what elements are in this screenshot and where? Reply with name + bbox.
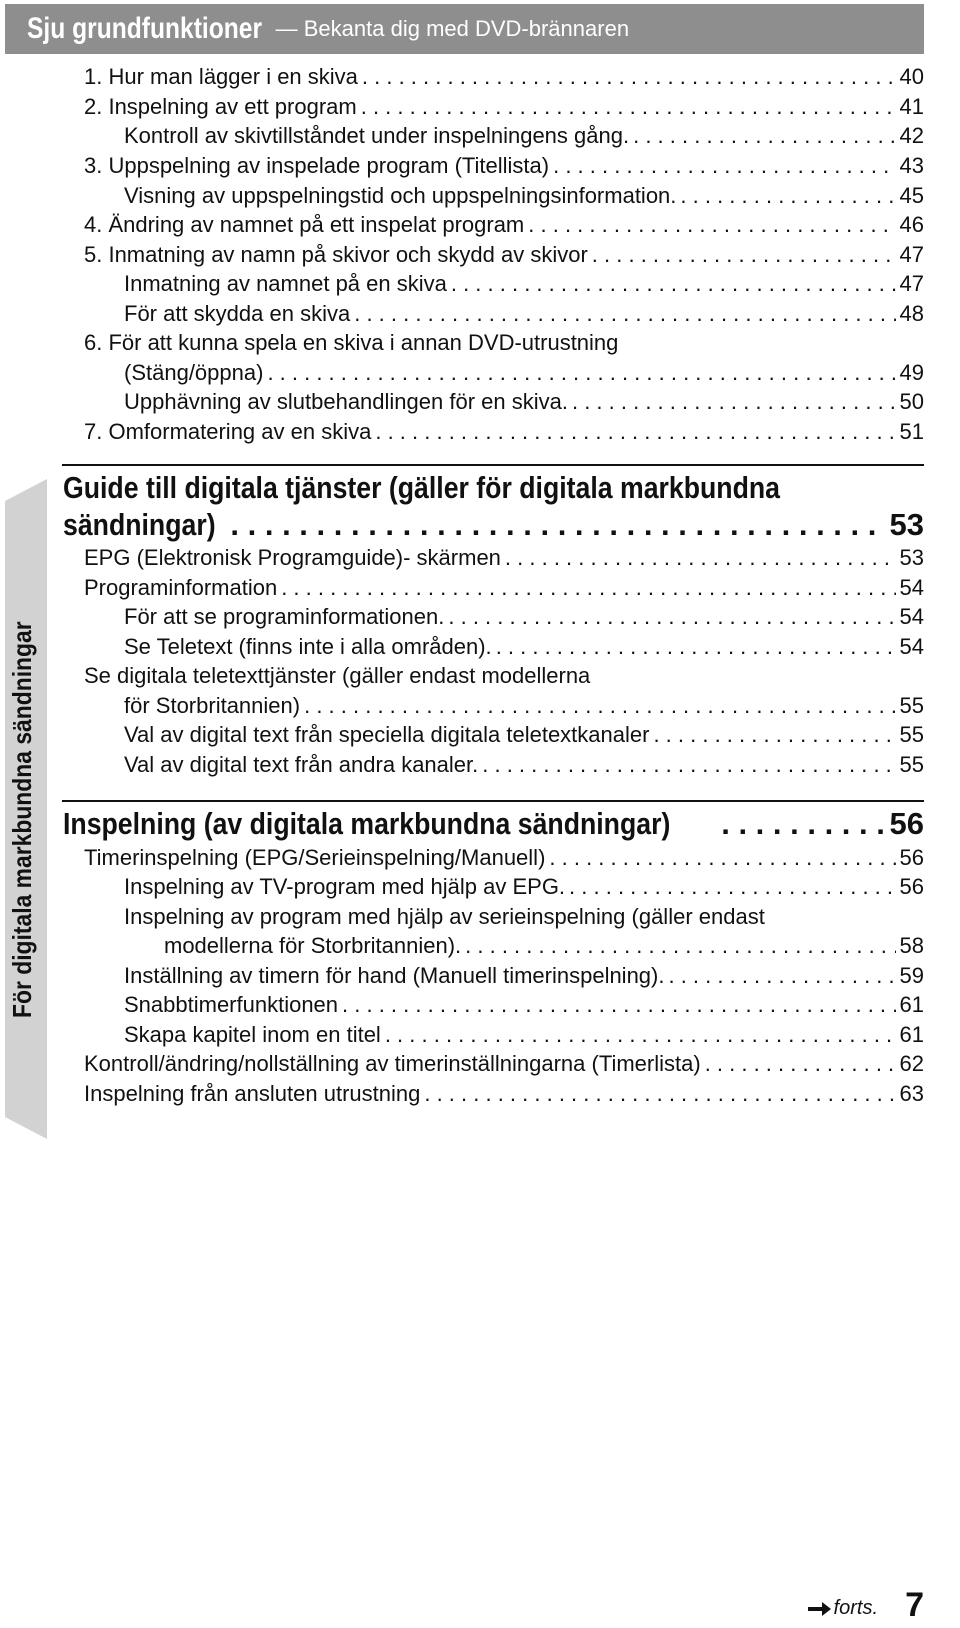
toc-entry[interactable] <box>84 1049 924 1079</box>
dot-leader <box>572 387 896 417</box>
toc-entry[interactable] <box>84 328 924 358</box>
section-heading-entry[interactable] <box>63 506 924 544</box>
toc-entry-label: Val av digital text från andra kanaler. <box>124 752 479 777</box>
toc-entry-page: 63 <box>899 1081 924 1106</box>
section-heading[interactable] <box>63 469 924 507</box>
toc-entry[interactable] <box>124 358 924 388</box>
toc-entry-label: 6. För att kunna spela en skiva i annan DVD-utrustning <box>84 330 619 355</box>
toc-entry-label: Inmatning av namnet på en skiva <box>124 271 447 296</box>
toc-entry-page: 47 <box>899 271 924 296</box>
toc-entry-label: Programinformation <box>84 575 278 600</box>
dot-leader <box>230 506 885 544</box>
section-heading-entry[interactable] <box>63 805 924 843</box>
toc-entry-label: Upphävning av slutbehandlingen för en skiva. <box>124 389 568 414</box>
toc-entry[interactable] <box>124 299 924 329</box>
toc-entry-label: För att se programinformationen. <box>124 604 445 629</box>
toc-entry-page: 41 <box>899 94 924 119</box>
toc-entry-page: 53 <box>899 545 924 570</box>
dot-leader <box>680 181 895 211</box>
toc-entry-page: 46 <box>899 212 924 237</box>
toc-entry[interactable] <box>124 1020 924 1050</box>
toc-entry-label: För att skydda en skiva <box>124 301 351 326</box>
toc-entry-page: 55 <box>899 722 924 747</box>
dot-leader <box>354 299 895 329</box>
dot-leader <box>375 417 895 447</box>
toc-entry-page: 42 <box>899 123 924 148</box>
toc-entry-page: 56 <box>899 874 924 899</box>
toc-entry[interactable] <box>84 573 924 603</box>
toc-entry[interactable] <box>124 750 924 780</box>
section-heading: Inspelning (av digitala markbundna sändningar) <box>63 806 671 841</box>
dot-leader <box>553 151 895 181</box>
toc-entry-label: Inspelning av TV-program med hjälp av EPG. <box>124 874 566 899</box>
toc-entry-label: 7. Omformatering av en skiva <box>84 419 372 444</box>
toc-entry-label: EPG (Elektronisk Programguide)- skärmen <box>84 545 501 570</box>
section-divider <box>62 800 924 802</box>
toc-entry-label: 1. Hur man lägger i en skiva <box>84 64 358 89</box>
dot-leader <box>496 632 896 662</box>
toc-entry[interactable] <box>124 602 924 632</box>
dot-leader <box>342 990 895 1020</box>
toc-entry-page: 56 <box>899 845 924 870</box>
toc-entry-page: 54 <box>899 575 924 600</box>
toc-entry-label: Kontroll av skivtillståndet under inspelningens gång. <box>124 123 630 148</box>
toc-entry-label: Timerinspelning (EPG/Serieinspelning/Manuell) <box>84 845 546 870</box>
toc-entry-label: Val av digital text från speciella digitala teletextkanaler <box>124 722 650 747</box>
dot-leader <box>705 1049 896 1079</box>
arrow-right-icon <box>806 1601 832 1617</box>
toc-entry-label: Inspelning från ansluten utrustning <box>84 1081 421 1106</box>
section-header-bar <box>5 4 924 54</box>
dot-leader <box>549 843 895 873</box>
toc-entry[interactable] <box>124 181 924 211</box>
side-tab-label: För digitala markbundna sändningar <box>7 621 37 1018</box>
dot-leader <box>482 750 895 780</box>
dot-leader <box>451 269 896 299</box>
dot-leader <box>267 358 895 388</box>
section-heading-line2: sändningar) <box>63 507 216 542</box>
toc-entry[interactable] <box>124 121 924 151</box>
toc-entry-page: 58 <box>899 933 924 958</box>
toc-entry[interactable] <box>84 240 924 270</box>
toc-entry[interactable] <box>84 92 924 122</box>
page-number: 7 <box>905 1586 924 1624</box>
toc-entry-label: (Stäng/öppna) <box>124 360 264 385</box>
dot-leader <box>385 1020 896 1050</box>
toc-entry[interactable] <box>84 661 924 691</box>
toc-entry-label: Se Teletext (finns inte i alla områden). <box>124 634 492 659</box>
dot-leader <box>668 961 895 991</box>
toc-entry-label: för Storbritannien) <box>124 693 301 718</box>
toc-entry-page: 59 <box>899 963 924 988</box>
dot-leader <box>653 720 895 750</box>
dot-leader <box>592 240 896 270</box>
toc-entry[interactable] <box>84 843 924 873</box>
toc-entry[interactable] <box>124 961 924 991</box>
toc-entry-page: 47 <box>899 242 924 267</box>
toc-entry[interactable] <box>124 872 924 902</box>
toc-entry-label: Inspelning av program med hjälp av serieinspelning (gäller endast <box>124 904 765 929</box>
toc-entry[interactable] <box>124 632 924 662</box>
toc-entry-page: 61 <box>899 992 924 1017</box>
section-divider <box>62 464 924 466</box>
toc-entry[interactable] <box>124 269 924 299</box>
toc-entry-page: 51 <box>899 419 924 444</box>
toc-entry[interactable] <box>124 902 924 932</box>
toc-entry-label: Inställning av timern för hand (Manuell timerinspelning). <box>124 963 665 988</box>
toc-entry-label: 5. Inmatning av namn på skivor och skydd av skivor <box>84 242 588 267</box>
toc-entry-label: Visning av uppspelningstid och uppspelningsinformation. <box>124 183 677 208</box>
section-heading-page: 56 <box>889 806 924 841</box>
toc-entry[interactable] <box>124 990 924 1020</box>
section-heading-line1: Guide till digitala tjänster (gäller för digitala markbundna <box>63 470 780 505</box>
toc-entry-label: 3. Uppspelning av inspelade program (Titellista) <box>84 153 550 178</box>
toc-entry[interactable] <box>124 720 924 750</box>
toc-entry-label: 4. Ändring av namnet på ett inspelat program <box>84 212 525 237</box>
toc-entry[interactable] <box>84 210 924 240</box>
toc-entry-page: 62 <box>899 1051 924 1076</box>
toc-entry-label: 2. Inspelning av ett program <box>84 94 357 119</box>
toc-entry-label: Se digitala teletexttjänster (gäller endast modellerna <box>84 663 591 688</box>
dot-leader <box>448 602 895 632</box>
section-subtitle: — Bekanta dig med DVD-brännaren <box>275 16 630 41</box>
dot-leader <box>569 872 895 902</box>
toc-entry[interactable] <box>124 691 924 721</box>
toc-entry[interactable] <box>84 151 924 181</box>
continued-marker <box>806 1597 878 1620</box>
toc-entry-page: 55 <box>899 752 924 777</box>
dot-leader <box>721 805 885 843</box>
dot-leader <box>281 573 895 603</box>
toc-entry[interactable] <box>84 417 924 447</box>
toc-entry[interactable] <box>164 931 924 961</box>
dot-leader <box>362 62 896 92</box>
toc-entry-page: 48 <box>899 301 924 326</box>
toc-entry-label: modellerna för Storbritannien). <box>164 933 462 958</box>
toc-entry[interactable] <box>84 62 924 92</box>
dot-leader <box>361 92 896 122</box>
dot-leader <box>304 691 895 721</box>
toc-entry-page: 61 <box>899 1022 924 1047</box>
section-title: Sju grundfunktioner <box>27 12 263 45</box>
toc-entry-page: 54 <box>899 634 924 659</box>
dot-leader <box>528 210 895 240</box>
dot-leader <box>505 543 896 573</box>
toc-entry[interactable] <box>84 543 924 573</box>
toc-entry-page: 54 <box>899 604 924 629</box>
toc-entry-label: Skapa kapitel inom en titel <box>124 1022 381 1047</box>
toc-entry-label: Snabbtimerfunktionen <box>124 992 339 1017</box>
dot-leader <box>465 931 895 961</box>
toc-entry-page: 40 <box>899 64 924 89</box>
dot-leader <box>633 121 895 151</box>
section-heading-page: 53 <box>889 507 924 542</box>
toc-entry[interactable] <box>124 387 924 417</box>
toc-entry[interactable] <box>84 1079 924 1109</box>
continued-text: forts. <box>833 1597 878 1619</box>
toc-entry-page: 50 <box>899 389 924 414</box>
toc-entry-page: 49 <box>899 360 924 385</box>
toc-entry-page: 43 <box>899 153 924 178</box>
toc-entry-page: 45 <box>899 183 924 208</box>
toc-entry-label: Kontroll/ändring/nollställning av timerinställningarna (Timerlista) <box>84 1051 701 1076</box>
dot-leader <box>424 1079 895 1109</box>
toc-entry-page: 55 <box>899 693 924 718</box>
